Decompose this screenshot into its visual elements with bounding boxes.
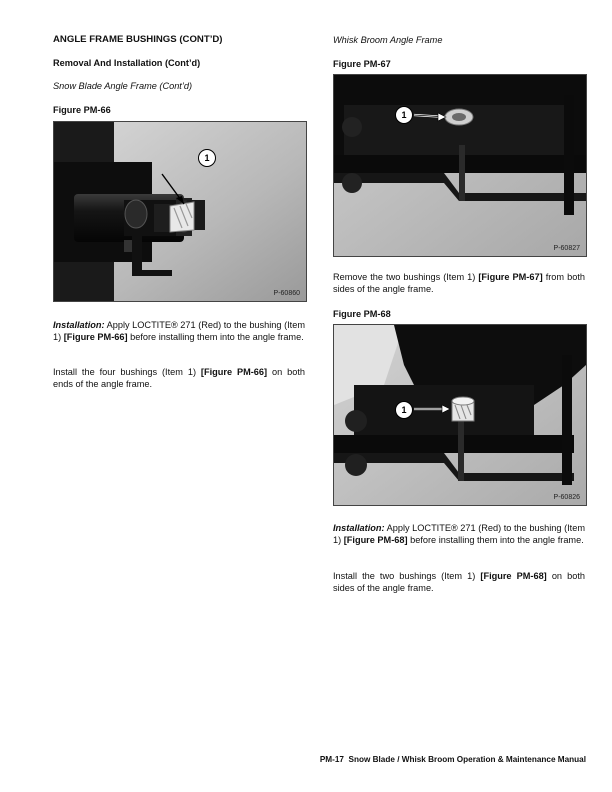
figure-pm67-callout: 1 [395, 106, 413, 124]
install-two-bushings-paragraph [333, 570, 585, 594]
installation-label: Installation: [333, 523, 385, 533]
figure-pm66-title: Figure PM-66 [53, 105, 111, 115]
install-four-bushings-paragraph [53, 366, 305, 390]
figure-pm67-photo-id: P-60827 [553, 244, 580, 252]
figure-reference: [Figure PM-66] [63, 332, 128, 343]
figure-pm66-photo [53, 121, 307, 302]
paragraph-text: before installing them into the angle frame. [407, 535, 584, 546]
paragraph-text: Install the two bushings (Item 1) [333, 571, 481, 581]
paragraph-text: Remove the two bushings (Item 1) [333, 272, 479, 282]
paragraph-text: Apply LOCTITE® 271 (Red) to the bushing (Item 1) [53, 320, 305, 343]
figure-pm68-photo [333, 324, 587, 506]
figure-pm67-title: Figure PM-67 [333, 59, 391, 69]
figure-pm67-photo [333, 74, 587, 257]
figure-pm67-illustration [334, 75, 586, 256]
figure-pm66-illustration [54, 122, 306, 301]
paragraph-text: Apply LOCTITE® 271 (Red) to the bushing (Item 1) [333, 523, 585, 546]
figure-reference: [Figure PM-67] [478, 272, 543, 282]
section-title: ANGLE FRAME BUSHINGS (CONT’D) [53, 34, 223, 45]
figure-pm68-callout: 1 [395, 401, 413, 419]
remove-bushings-paragraph [333, 271, 585, 295]
figure-pm68-illustration [334, 325, 586, 505]
figure-pm68-title: Figure PM-68 [333, 309, 391, 319]
figure-pm66-photo-id: P-60860 [273, 289, 300, 297]
paragraph-text: Install the four bushings (Item 1) [53, 367, 201, 377]
installation-label: Installation: [53, 320, 105, 330]
paragraph-text: on both ends of the angle frame. [53, 367, 306, 390]
figure-reference: [Figure PM-68] [343, 535, 408, 546]
page-number: PM-17 [319, 755, 344, 764]
figure-reference: [Figure PM-68] [480, 571, 547, 581]
page-footer [304, 755, 586, 766]
subsection-title: Removal And Installation (Cont’d) [53, 58, 201, 68]
installation-paragraph-pm66 [53, 319, 305, 343]
figure-reference: [Figure PM-66] [200, 367, 268, 377]
paragraph-text: before installing them into the angle frame. [127, 332, 304, 343]
paragraph-text: on both sides of the angle frame. [333, 571, 586, 594]
manual-title: Snow Blade / Whisk Broom Operation & Maintenance Manual [348, 755, 586, 764]
figure-pm68-photo-id: P-60826 [553, 493, 580, 501]
paragraph-text: from both sides of the angle frame. [333, 272, 585, 295]
installation-paragraph-pm68 [333, 522, 585, 546]
sub-italic-heading: Snow Blade Angle Frame (Cont’d) [53, 81, 193, 91]
sub-italic-heading-right: Whisk Broom Angle Frame [333, 35, 443, 45]
figure-pm66-callout: 1 [198, 149, 216, 167]
